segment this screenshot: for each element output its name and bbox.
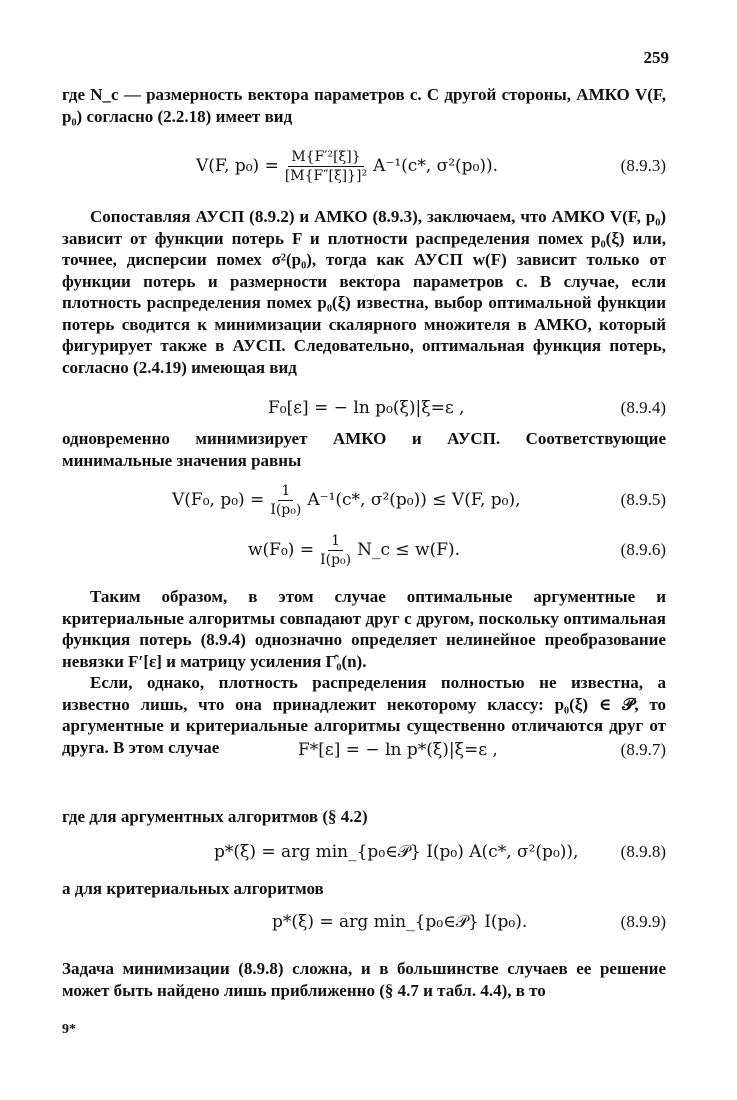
eq-lhs: w(F₀) = [248,540,315,560]
eq-text: p*(ξ) = arg min_{p₀∈𝒫} I(p₀). [272,912,528,932]
signature-mark: 9* [62,1022,76,1037]
eq-denominator: I(p₀) [320,551,352,568]
eq-label: (8.9.6) [620,540,666,559]
eq-fraction [282,149,370,184]
paragraph-5: Если, однако, плотность распределения полностью не известна, а известно лишь, что она принадлежит некоторому классу: p₀(ξ) ∈ 𝒫, то аргументные и критериальные алгоритмы существенно отличаются друг от друга. В этом случае [62,673,666,757]
paragraph-8: Задача минимизации (8.9.8) сложна, и в большинстве случаев ее решение может быть найдено лишь приближенно (§ 4.7 и табл. 4.4), в то [62,959,666,1000]
eq-label: (8.9.7) [620,740,666,759]
eq-rhs: A⁻¹(c*, σ²(p₀)). [373,156,499,176]
paragraph-1: где N_c — размерность вектора параметров c. С другой стороны, АМКО V(F, p₀) согласно (2.2.18) имеет вид [62,85,666,126]
eq-lhs: V(F₀, p₀) = [172,490,265,510]
equation-8-9-3 [62,148,666,184]
paragraph-4: Таким образом, в этом случае оптимальные аргументные и критериальные алгоритмы совпадают друг с другом, поскольку оптимальная функция потерь (8.9.4) однозначно определяет нелинейное преобразование невязки F′[ε] и матрицу усиления Γ̂₀(n). [62,587,666,671]
eq-rhs: A⁻¹(c*, σ²(p₀)) ≤ V(F, p₀), [307,490,521,510]
eq-rhs: N_c ≤ w(F). [357,540,461,560]
eq-numerator: 1 [278,483,293,501]
eq-denominator: [M{F″[ξ]}]² [284,167,368,184]
eq-label: (8.9.4) [620,398,666,417]
eq-numerator: 1 [328,533,343,551]
eq-label: (8.9.8) [620,842,666,861]
equation-8-9-7 [62,732,666,768]
eq-fraction [267,483,304,518]
page-number: 259 [643,48,669,67]
paragraph-2: Сопоставляя АУСП (8.9.2) и АМКО (8.9.3), заключаем, что АМКО V(F, p₀) зависит от функции потерь F и плотности распределения помех p₀(ξ) или, точнее, дисперсии помех σ²(p₀), тогда как АУСП w(F) зависит только от функции потерь и размерности вектора параметров c. В случае, если плотность распределения помех p₀(ξ) известна, выбор оптимальной функции потерь сводится к минимизации скалярного множителя в АМКО, который фигурирует также в АУСП. Следовательно, оптимальная функция потерь, согласно (2.4.19) имеющая вид [62,207,666,377]
paragraph-7: а для критериальных алгоритмов [62,879,324,898]
eq-label: (8.9.9) [620,912,666,931]
eq-label: (8.9.5) [620,490,666,509]
eq-label: (8.9.3) [620,156,666,175]
paragraph-3: одновременно минимизирует АМКО и АУСП. Соответствующие минимальные значения равны [62,429,666,470]
eq-numerator: M{F′²[ξ]} [288,149,363,167]
eq-text: F₀[ε] = − ln p₀(ξ)|ξ=ε , [268,398,465,418]
eq-fraction [317,533,354,568]
eq-text: p*(ξ) = arg min_{p₀∈𝒫} I(p₀) A(c*, σ²(p₀)), [214,842,579,862]
eq-text: F*[ε] = − ln p*(ξ)|ξ=ε , [298,740,498,760]
equation-8-9-8 [62,834,666,870]
equation-8-9-6 [62,532,666,568]
eq-lhs: V(F, p₀) = [196,156,279,176]
eq-denominator: I(p₀) [270,501,302,518]
equation-8-9-4 [62,390,666,426]
equation-8-9-9 [62,904,666,940]
paragraph-6: где для аргументных алгоритмов (§ 4.2) [62,807,368,826]
equation-8-9-5 [62,482,666,518]
